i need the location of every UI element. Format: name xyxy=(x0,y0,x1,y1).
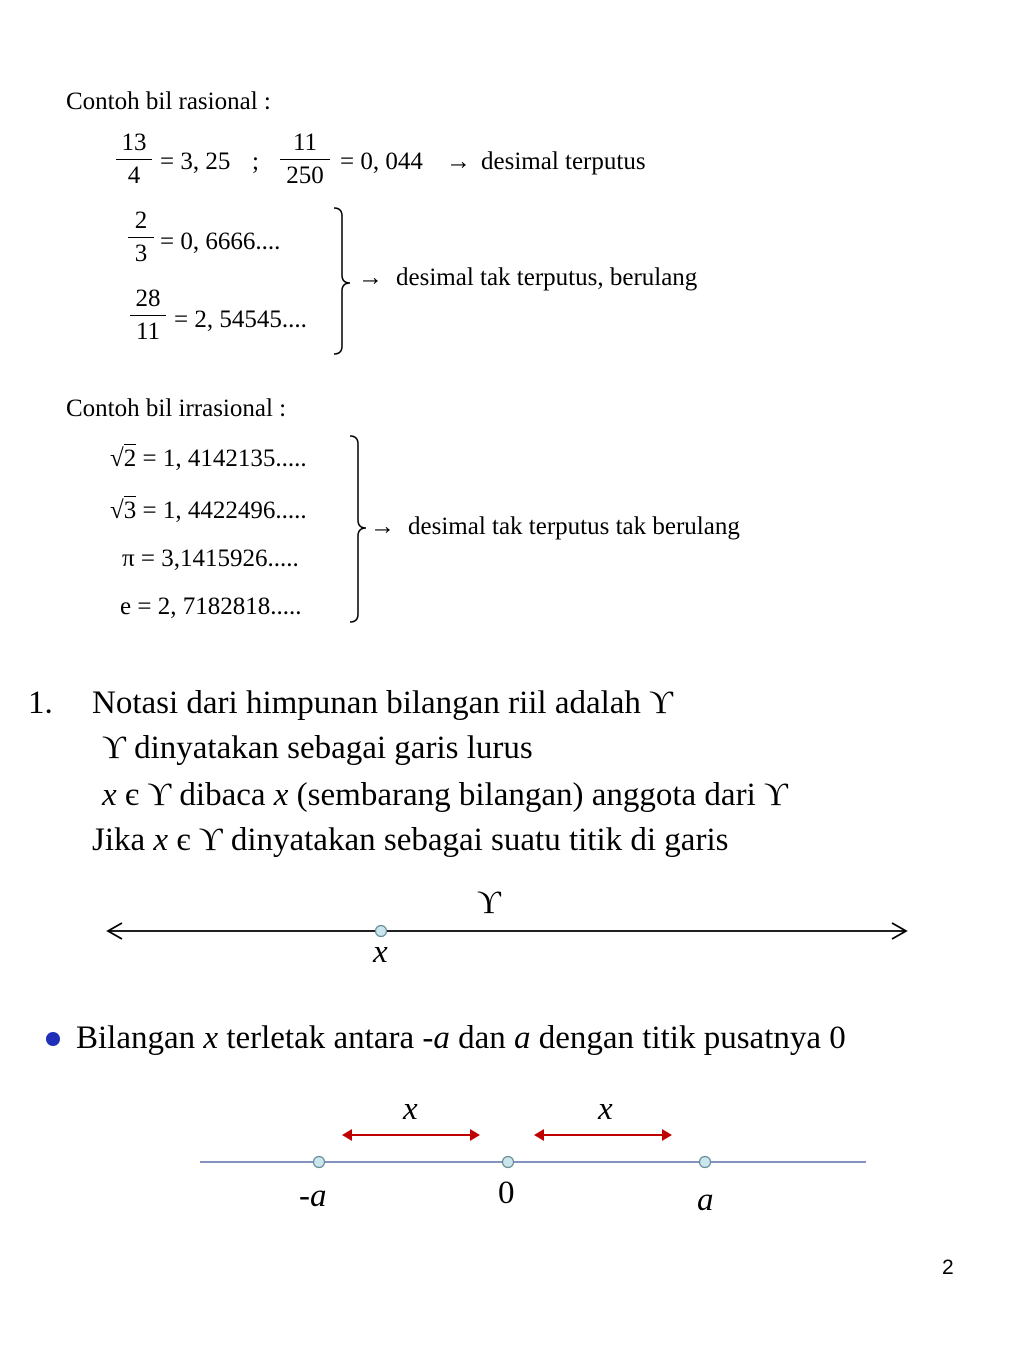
list-number: 1. xyxy=(28,685,53,721)
arrow-right-icon: → xyxy=(358,264,383,291)
point-statement: Jika x є ϒ dinyatakan sebagai suatu titik di garis xyxy=(92,822,729,858)
irrational-heading: Contoh bil irrasional : xyxy=(66,395,287,422)
right-distance-label: x xyxy=(598,1091,613,1127)
terminating-label: desimal terputus xyxy=(481,148,646,175)
bullet-statement: Bilangan x terletak antara -a dan a dengan titik pusatnya 0 xyxy=(76,1020,846,1056)
point-neg-a xyxy=(314,1157,325,1168)
notation-line: Notasi dari himpunan bilangan riil adalah ϒ xyxy=(92,685,674,721)
numerator: 13 xyxy=(121,129,147,156)
point-x-label: x xyxy=(373,934,388,970)
numerator: 11 xyxy=(292,129,318,156)
non-repeating-label: desimal tak terputus tak berulang xyxy=(408,513,740,540)
result-0-6666: = 0, 6666.... xyxy=(160,228,281,255)
denominator: 250 xyxy=(286,162,324,189)
a-label: a xyxy=(697,1182,714,1218)
denominator: 11 xyxy=(135,318,161,345)
sqrt2-row: √2 = 1, 4142135..... xyxy=(110,445,307,472)
real-set-symbol: ϒ xyxy=(477,885,501,921)
denominator: 4 xyxy=(127,162,141,189)
e-row: e = 2, 7182818..... xyxy=(120,593,302,620)
bullet-icon xyxy=(46,1032,60,1046)
sqrt-icon: √ xyxy=(110,497,124,524)
numerator: 2 xyxy=(134,207,148,234)
denominator: 3 xyxy=(134,240,148,267)
neg-a-label: -a xyxy=(299,1178,327,1214)
arrow-right-icon: → xyxy=(370,513,395,540)
right-brace xyxy=(350,436,366,622)
result-0-044: = 0, 044 xyxy=(340,148,423,175)
rational-heading: Contoh bil rasional : xyxy=(66,88,271,115)
sqrt-icon: √ xyxy=(110,445,124,472)
point-a xyxy=(700,1157,711,1168)
result-2-54545: = 2, 54545.... xyxy=(174,306,307,333)
separator: ; xyxy=(252,148,259,175)
page-number: 2 xyxy=(942,1256,954,1279)
arrow-right-icon: → xyxy=(446,148,471,175)
point-zero xyxy=(503,1157,514,1168)
right-brace xyxy=(334,208,350,354)
straight-line-statement: ϒ dinyatakan sebagai garis lurus xyxy=(102,730,533,766)
pi-row: π = 3,1415926..... xyxy=(122,545,299,572)
membership-statement: x є ϒ dibaca x (sembarang bilangan) anggota dari ϒ xyxy=(102,777,788,813)
result-3-25: = 3, 25 xyxy=(160,148,231,175)
left-distance-label: x xyxy=(403,1091,418,1127)
repeating-label: desimal tak terputus, berulang xyxy=(396,264,698,291)
numerator: 28 xyxy=(135,285,161,312)
sqrt3-row: √3 = 1, 4422496..... xyxy=(110,497,307,524)
zero-label: 0 xyxy=(498,1175,515,1211)
